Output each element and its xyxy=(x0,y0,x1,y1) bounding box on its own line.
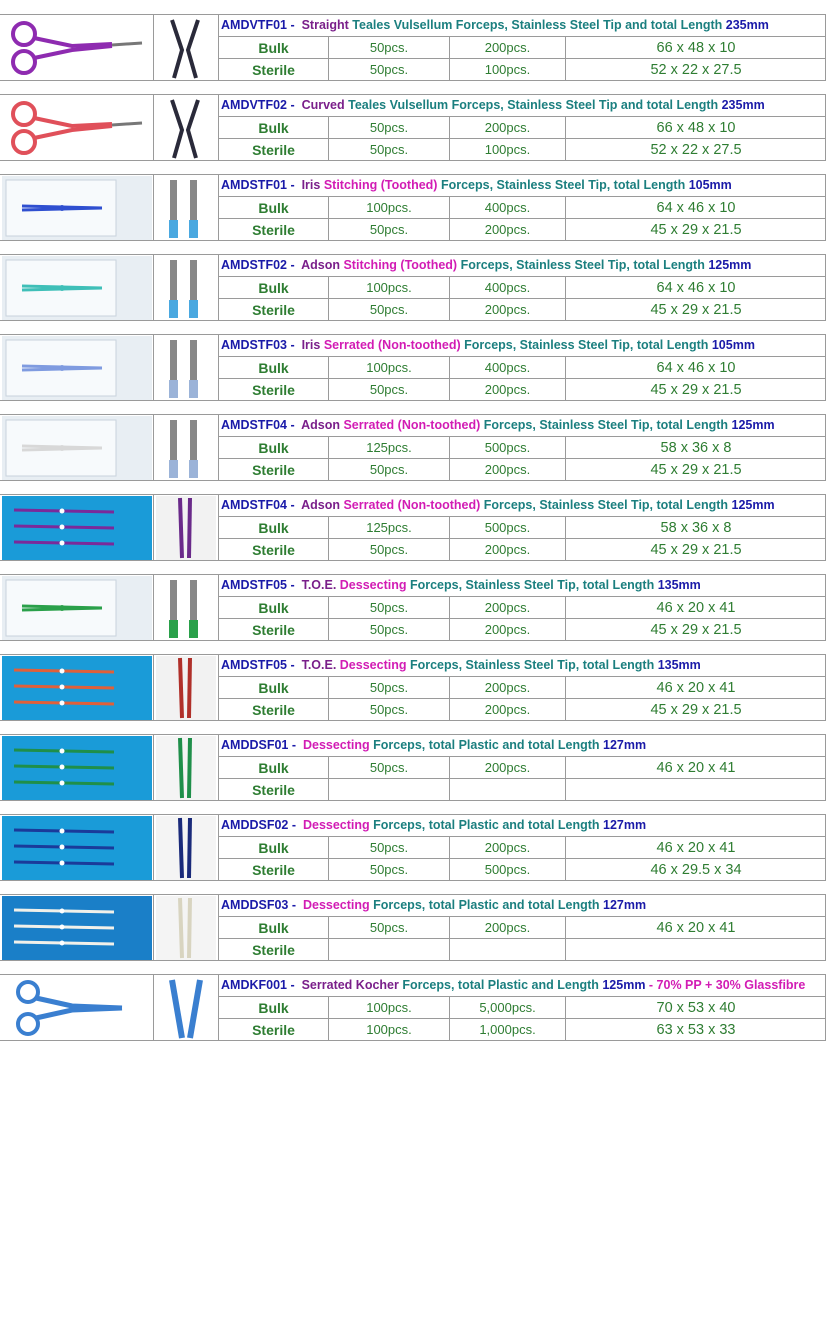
carton-quantity: 100pcs. xyxy=(484,62,531,77)
product-block xyxy=(0,574,826,654)
title-fragment: T.O.E. xyxy=(301,658,340,672)
code-separator: - xyxy=(286,178,302,192)
title-fragment: Teales Vulsellum Forceps, Stainless Steel Tip and total Length xyxy=(352,18,726,32)
grid-line xyxy=(153,14,154,80)
product-title xyxy=(221,816,821,835)
packaging-row xyxy=(219,517,826,539)
grid-line xyxy=(153,574,154,640)
grid-line xyxy=(0,894,826,895)
carton-dimensions: 46 x 29.5 x 34 xyxy=(650,862,742,878)
title-fragment: Curved xyxy=(301,98,349,112)
carton-dimensions xyxy=(566,779,826,801)
packaging-row xyxy=(219,59,826,81)
packaging-row xyxy=(219,139,826,161)
tip-closeup-photo xyxy=(156,496,216,560)
title-fragment: 105mm xyxy=(711,338,755,352)
carton-dimensions: 70 x 53 x 40 xyxy=(656,1000,736,1016)
carton-dimensions: 46 x 20 x 41 xyxy=(656,920,736,936)
pack-type: Bulk xyxy=(258,840,289,856)
inner-quantity: 100pcs. xyxy=(366,280,412,295)
inner-quantity: 100pcs. xyxy=(366,200,412,215)
code-separator: - xyxy=(286,98,302,112)
grid-line xyxy=(153,174,154,240)
carton-dimensions: 64 x 46 x 10 xyxy=(656,200,736,216)
pack-type: Bulk xyxy=(258,760,289,776)
carton-quantity: 200pcs. xyxy=(484,40,531,55)
inner-quantity: 50pcs. xyxy=(369,600,409,615)
grid-line xyxy=(0,734,826,735)
code-separator: - xyxy=(287,978,302,992)
carton-quantity: 200pcs. xyxy=(484,382,531,397)
carton-dimensions: 52 x 22 x 27.5 xyxy=(650,142,742,158)
title-fragment: Forceps, total Plastic and total Length xyxy=(373,898,604,912)
product-code: AMDVTF01 xyxy=(221,18,287,32)
carton-dimensions: 46 x 20 x 41 xyxy=(656,600,736,616)
product-code: AMDSTF05 xyxy=(221,578,287,592)
pack-type: Bulk xyxy=(258,680,289,696)
packaging-row xyxy=(219,917,826,939)
carton-quantity xyxy=(450,939,565,961)
carton-quantity: 200pcs. xyxy=(484,600,531,615)
carton-quantity: 400pcs. xyxy=(484,360,531,375)
packaging-row xyxy=(219,779,826,801)
grid-line xyxy=(0,254,826,255)
product-code: AMDVTF02 xyxy=(221,98,287,112)
carton-dimensions: 45 x 29 x 21.5 xyxy=(650,222,742,238)
carton-quantity: 200pcs. xyxy=(484,702,531,717)
packaging-row xyxy=(219,619,826,641)
pack-type: Sterile xyxy=(252,62,295,78)
product-block xyxy=(0,814,826,894)
pack-type: Bulk xyxy=(258,360,289,376)
packaging-row xyxy=(219,37,826,59)
inner-quantity xyxy=(329,779,449,801)
inner-quantity: 125pcs. xyxy=(366,440,412,455)
pack-type: Bulk xyxy=(258,280,289,296)
packaging-row xyxy=(219,197,826,219)
title-fragment: 127mm xyxy=(603,818,647,832)
carton-quantity: 400pcs. xyxy=(484,280,531,295)
carton-quantity: 200pcs. xyxy=(484,120,531,135)
product-photo xyxy=(2,256,152,320)
title-fragment: 125mm xyxy=(731,498,775,512)
pack-type: Sterile xyxy=(252,942,295,958)
inner-quantity: 50pcs. xyxy=(369,142,409,157)
title-fragment: 127mm xyxy=(603,898,647,912)
title-fragment: Forceps, total Plastic and total Length xyxy=(373,818,604,832)
carton-dimensions: 58 x 36 x 8 xyxy=(660,440,732,456)
inner-quantity: 100pcs. xyxy=(366,1022,412,1037)
pack-type: Bulk xyxy=(258,440,289,456)
product-block xyxy=(0,94,826,174)
code-separator: - xyxy=(286,658,302,672)
grid-line xyxy=(0,174,826,175)
product-code: AMDSTF04 xyxy=(221,498,287,512)
carton-quantity: 1,000pcs. xyxy=(479,1022,536,1037)
title-fragment: Forceps, Stainless Steel Tip, total Length xyxy=(460,258,709,272)
pack-type: Sterile xyxy=(252,782,295,798)
grid-line xyxy=(0,494,826,495)
title-fragment: Dessecting xyxy=(302,898,374,912)
title-fragment: Dessecting xyxy=(302,738,374,752)
carton-dimensions: 66 x 48 x 10 xyxy=(656,40,736,56)
product-title xyxy=(221,336,821,355)
code-separator: - xyxy=(286,578,302,592)
inner-quantity: 50pcs. xyxy=(369,702,409,717)
title-fragment: 125mm xyxy=(602,978,649,992)
product-title xyxy=(221,656,821,675)
product-title xyxy=(221,976,821,995)
product-photo xyxy=(2,336,152,400)
packaging-row xyxy=(219,437,826,459)
title-fragment: Serrated (Non-toothed) xyxy=(343,418,484,432)
carton-quantity: 500pcs. xyxy=(484,520,531,535)
packaging-row xyxy=(219,859,826,881)
inner-quantity xyxy=(329,939,449,961)
grid-line xyxy=(153,494,154,560)
grid-line xyxy=(153,974,154,1040)
pack-type: Sterile xyxy=(252,622,295,638)
product-code: AMDSTF01 xyxy=(221,178,287,192)
pack-type: Bulk xyxy=(258,1000,289,1016)
carton-dimensions: 64 x 46 x 10 xyxy=(656,280,736,296)
packaging-row xyxy=(219,459,826,481)
carton-quantity: 200pcs. xyxy=(484,462,531,477)
inner-quantity: 50pcs. xyxy=(369,120,409,135)
carton-dimensions: 46 x 20 x 41 xyxy=(656,760,736,776)
title-fragment: 135mm xyxy=(657,578,701,592)
pack-type: Bulk xyxy=(258,40,289,56)
carton-dimensions: 45 x 29 x 21.5 xyxy=(650,462,742,478)
pack-type: Sterile xyxy=(252,222,295,238)
pack-type: Sterile xyxy=(252,702,295,718)
code-separator: - xyxy=(288,898,303,912)
inner-quantity: 50pcs. xyxy=(369,680,409,695)
product-code: AMDSTF02 xyxy=(221,258,287,272)
product-photo xyxy=(2,976,152,1040)
product-block xyxy=(0,334,826,414)
product-block xyxy=(0,654,826,734)
pack-type: Bulk xyxy=(258,520,289,536)
packaging-row xyxy=(219,117,826,139)
carton-dimensions: 64 x 46 x 10 xyxy=(656,360,736,376)
carton-quantity xyxy=(450,779,565,801)
tip-closeup-photo xyxy=(156,256,216,320)
tip-closeup-photo xyxy=(156,416,216,480)
title-fragment: Serrated (Non-toothed) xyxy=(323,338,465,352)
title-fragment: Iris xyxy=(301,178,324,192)
product-block xyxy=(0,734,826,814)
title-fragment: Forceps, total Plastic and total Length xyxy=(373,738,604,752)
title-fragment: 125mm xyxy=(731,418,775,432)
carton-quantity: 400pcs. xyxy=(484,200,531,215)
product-code: AMDSTF03 xyxy=(221,338,287,352)
carton-quantity: 200pcs. xyxy=(484,622,531,637)
product-photo xyxy=(2,656,152,720)
title-fragment: Forceps, Stainless Steel Tip, total Length xyxy=(483,498,732,512)
title-fragment: 127mm xyxy=(603,738,647,752)
inner-quantity: 50pcs. xyxy=(369,840,409,855)
title-fragment: T.O.E. xyxy=(301,578,340,592)
title-fragment: Serrated (Non-toothed) xyxy=(343,498,484,512)
product-title xyxy=(221,256,821,275)
title-fragment: Stitching (Toothed) xyxy=(343,258,461,272)
product-title xyxy=(221,16,821,35)
grid-line xyxy=(0,14,826,15)
product-photo xyxy=(2,416,152,480)
carton-dimensions xyxy=(566,939,826,961)
product-photo xyxy=(2,96,152,160)
tip-closeup-photo xyxy=(156,656,216,720)
inner-quantity: 100pcs. xyxy=(366,360,412,375)
title-fragment: Dessecting xyxy=(302,818,374,832)
product-code: AMDDSF02 xyxy=(221,818,289,832)
title-fragment: - 70% PP + 30% Glassfibre xyxy=(648,978,806,992)
code-separator: - xyxy=(286,418,302,432)
code-separator: - xyxy=(288,818,303,832)
grid-line xyxy=(0,974,826,975)
code-separator: - xyxy=(286,498,302,512)
title-fragment: Forceps, Stainless Steel Tip, total Length xyxy=(409,578,658,592)
product-photo xyxy=(2,896,152,960)
packaging-row xyxy=(219,299,826,321)
carton-dimensions: 45 x 29 x 21.5 xyxy=(650,542,742,558)
title-fragment: Iris xyxy=(301,338,324,352)
title-fragment: Adson xyxy=(301,418,344,432)
inner-quantity: 50pcs. xyxy=(369,40,409,55)
pack-type: Sterile xyxy=(252,542,295,558)
packaging-row xyxy=(219,597,826,619)
pack-type: Bulk xyxy=(258,600,289,616)
title-fragment: 235mm xyxy=(725,18,769,32)
title-fragment: Teales Vulsellum Forceps, Stainless Steel Tip and total Length xyxy=(348,98,722,112)
title-fragment: Stitching (Toothed) xyxy=(323,178,441,192)
carton-quantity: 200pcs. xyxy=(484,920,531,935)
product-photo xyxy=(2,816,152,880)
title-fragment: Forceps, Stainless Steel Tip, total Length xyxy=(464,338,712,352)
carton-quantity: 500pcs. xyxy=(484,862,531,877)
title-fragment: 135mm xyxy=(657,658,701,672)
pack-type: Sterile xyxy=(252,1022,295,1038)
product-block xyxy=(0,974,826,1054)
tip-closeup-photo xyxy=(156,976,216,1040)
grid-line xyxy=(0,94,826,95)
tip-closeup-photo xyxy=(156,336,216,400)
grid-line xyxy=(153,814,154,880)
pack-type: Bulk xyxy=(258,120,289,136)
pack-type: Sterile xyxy=(252,382,295,398)
carton-quantity: 500pcs. xyxy=(484,440,531,455)
product-block xyxy=(0,494,826,574)
carton-dimensions: 45 x 29 x 21.5 xyxy=(650,302,742,318)
product-photo xyxy=(2,16,152,80)
product-block xyxy=(0,174,826,254)
pack-type: Sterile xyxy=(252,302,295,318)
carton-dimensions: 52 x 22 x 27.5 xyxy=(650,62,742,78)
packaging-row xyxy=(219,837,826,859)
title-fragment: Forceps, total Plastic and Length xyxy=(402,978,603,992)
carton-quantity: 5,000pcs. xyxy=(479,1000,536,1015)
code-separator: - xyxy=(286,258,302,272)
tip-closeup-photo xyxy=(156,816,216,880)
title-fragment: Dessecting xyxy=(339,578,410,592)
product-title xyxy=(221,176,821,195)
carton-dimensions: 66 x 48 x 10 xyxy=(656,120,736,136)
pack-type: Sterile xyxy=(252,462,295,478)
carton-quantity: 200pcs. xyxy=(484,760,531,775)
tip-closeup-photo xyxy=(156,96,216,160)
carton-dimensions: 46 x 20 x 41 xyxy=(656,840,736,856)
packaging-row xyxy=(219,219,826,241)
grid-line xyxy=(153,654,154,720)
title-fragment: 105mm xyxy=(688,178,732,192)
pack-type: Sterile xyxy=(252,862,295,878)
inner-quantity: 50pcs. xyxy=(369,302,409,317)
grid-line xyxy=(0,414,826,415)
title-fragment: Adson xyxy=(301,258,344,272)
inner-quantity: 100pcs. xyxy=(366,1000,412,1015)
pack-type: Bulk xyxy=(258,920,289,936)
title-fragment: Forceps, Stainless Steel Tip, total Length xyxy=(409,658,658,672)
title-fragment: Forceps, Stainless Steel Tip, total Length xyxy=(483,418,732,432)
packaging-row xyxy=(219,939,826,961)
tip-closeup-photo xyxy=(156,16,216,80)
carton-quantity: 200pcs. xyxy=(484,302,531,317)
inner-quantity: 50pcs. xyxy=(369,222,409,237)
product-title xyxy=(221,496,821,515)
tip-closeup-photo xyxy=(156,576,216,640)
inner-quantity: 50pcs. xyxy=(369,62,409,77)
packaging-row xyxy=(219,357,826,379)
inner-quantity: 125pcs. xyxy=(366,520,412,535)
grid-line xyxy=(0,814,826,815)
packaging-row xyxy=(219,997,826,1019)
tip-closeup-photo xyxy=(156,896,216,960)
carton-dimensions: 45 x 29 x 21.5 xyxy=(650,702,742,718)
inner-quantity: 50pcs. xyxy=(369,462,409,477)
product-photo xyxy=(2,576,152,640)
product-title xyxy=(221,96,821,115)
product-block xyxy=(0,414,826,494)
tip-closeup-photo xyxy=(156,736,216,800)
title-fragment: Adson xyxy=(301,498,344,512)
grid-line xyxy=(0,334,826,335)
product-photo xyxy=(2,496,152,560)
carton-dimensions: 45 x 29 x 21.5 xyxy=(650,382,742,398)
product-code: AMDDSF03 xyxy=(221,898,289,912)
grid-line xyxy=(153,334,154,400)
title-fragment: Straight xyxy=(301,18,353,32)
grid-line xyxy=(153,734,154,800)
grid-line xyxy=(153,414,154,480)
tip-closeup-photo xyxy=(156,176,216,240)
title-fragment: Dessecting xyxy=(339,658,410,672)
inner-quantity: 50pcs. xyxy=(369,542,409,557)
inner-quantity: 50pcs. xyxy=(369,382,409,397)
product-photo xyxy=(2,176,152,240)
packaging-row xyxy=(219,757,826,779)
pack-type: Bulk xyxy=(258,200,289,216)
grid-line xyxy=(153,94,154,160)
carton-quantity: 200pcs. xyxy=(484,222,531,237)
title-fragment: 125mm xyxy=(708,258,752,272)
inner-quantity: 50pcs. xyxy=(369,862,409,877)
carton-dimensions: 58 x 36 x 8 xyxy=(660,520,732,536)
title-fragment: 235mm xyxy=(721,98,765,112)
code-separator: - xyxy=(288,738,303,752)
carton-quantity: 100pcs. xyxy=(484,142,531,157)
product-block xyxy=(0,14,826,94)
carton-quantity: 200pcs. xyxy=(484,680,531,695)
product-title xyxy=(221,736,821,755)
pack-type: Sterile xyxy=(252,142,295,158)
code-separator: - xyxy=(286,18,302,32)
packaging-row xyxy=(219,699,826,721)
carton-quantity: 200pcs. xyxy=(484,542,531,557)
product-code: AMDKF001 xyxy=(221,978,287,992)
carton-dimensions: 46 x 20 x 41 xyxy=(656,680,736,696)
product-title xyxy=(221,896,821,915)
grid-line xyxy=(153,254,154,320)
title-fragment: Forceps, Stainless Steel Tip, total Length xyxy=(440,178,689,192)
packaging-row xyxy=(219,539,826,561)
carton-dimensions: 63 x 53 x 33 xyxy=(656,1022,736,1038)
product-code: AMDDSF01 xyxy=(221,738,289,752)
title-fragment: Serrated Kocher xyxy=(301,978,403,992)
packaging-row xyxy=(219,1019,826,1041)
inner-quantity: 50pcs. xyxy=(369,920,409,935)
product-title xyxy=(221,576,821,595)
carton-quantity: 200pcs. xyxy=(484,840,531,855)
packaging-row xyxy=(219,379,826,401)
product-title xyxy=(221,416,821,435)
grid-line xyxy=(153,894,154,960)
product-block xyxy=(0,254,826,334)
product-code: AMDSTF04 xyxy=(221,418,287,432)
grid-line xyxy=(0,574,826,575)
grid-line xyxy=(0,654,826,655)
carton-dimensions: 45 x 29 x 21.5 xyxy=(650,622,742,638)
inner-quantity: 50pcs. xyxy=(369,760,409,775)
product-photo xyxy=(2,736,152,800)
packaging-row xyxy=(219,677,826,699)
packaging-row xyxy=(219,277,826,299)
code-separator: - xyxy=(286,338,302,352)
product-code: AMDSTF05 xyxy=(221,658,287,672)
inner-quantity: 50pcs. xyxy=(369,622,409,637)
product-block xyxy=(0,894,826,974)
